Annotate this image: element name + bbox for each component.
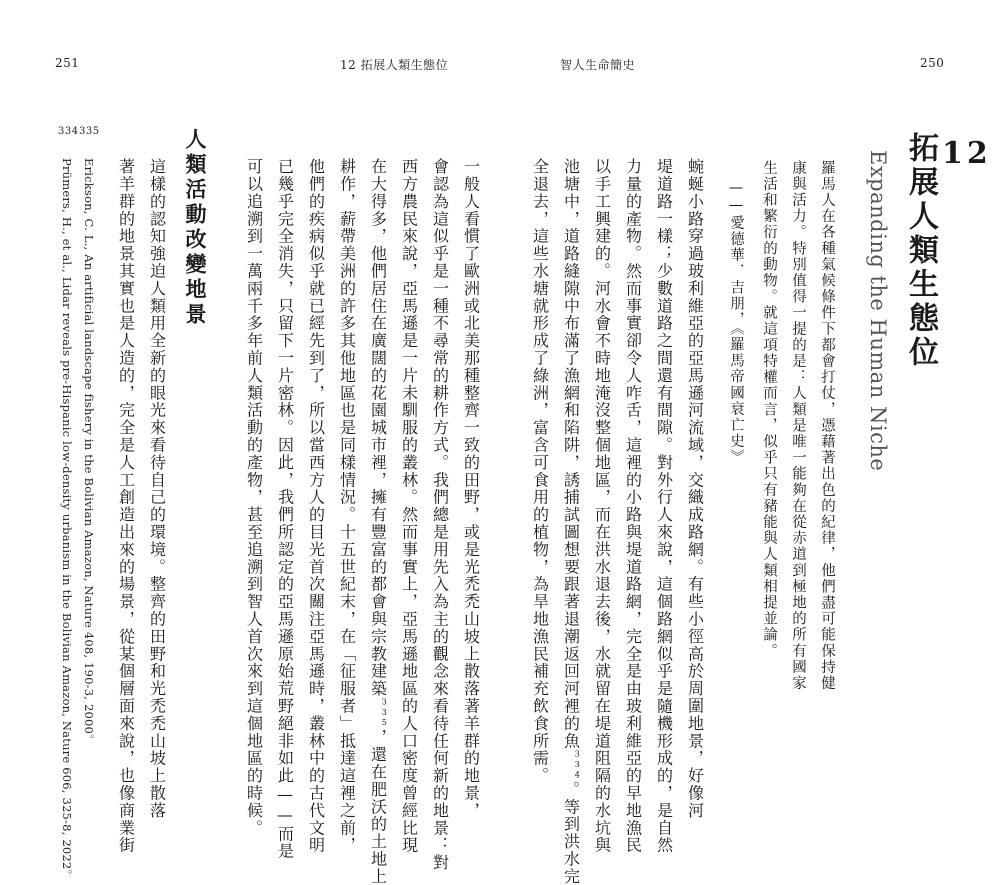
footnote-text: Prümers, H., et al., Lidar reveals pre-Hispanic low-density urbanism in the Bolivian Amazon, Nature 606, 325-8, 2022。 bbox=[60, 158, 74, 882]
footnote-ref[interactable]: 335 bbox=[379, 697, 389, 729]
body-line bbox=[555, 158, 592, 885]
body-line: 耕作，薪帶美洲的許多其他地區也是同樣情況。十五世紀末，在「征服者」抵達這裡之前， bbox=[337, 158, 357, 854]
body-line bbox=[362, 158, 399, 885]
body-line: 會認為這似乎是一種不尋常的耕作方式。我們總是用先入為主的觀念來看待任何新的地景：對 bbox=[430, 158, 450, 872]
epigraph-line: 生活和繁衍的動物。就這項特權而言，似乎只有豬能與人類相提並論。 bbox=[761, 160, 777, 660]
body-line-text: 在大得多，他們居住在廣闊的花園城市裡，擁有豐富的都會與宗教建築 bbox=[368, 158, 388, 698]
body-line-tail: ，還在肥沃的土地上 bbox=[368, 728, 388, 885]
body-line: 力量的產物。然而事實卻令人咋舌，這裡的小路與堤道路網，完全是由玻利維亞的早地漁民 bbox=[623, 158, 643, 854]
body-line: 可以追溯到一萬兩千多年前人類活動的產物，甚至追溯到智人首次來到這個地區的時候。 bbox=[244, 158, 264, 837]
body-line: 他們的疾病似乎就已經先到了，所以當西方人的目光首次關注亞馬遜時，叢林中的古代文明 bbox=[306, 158, 326, 854]
chapter-title bbox=[898, 132, 992, 370]
body-line: 已幾乎完全消失，只留下一片密林。因此，我們所認定的亞馬遜原始荒野絕非如此——而是 bbox=[275, 158, 295, 860]
body-line: 堤道路一樣；少數道路之間還有間隙。對外行人來說，這個路網似乎是隨機形成的，是自然 bbox=[654, 158, 674, 854]
body-line: 這樣的認知強迫人類用全新的眼光來看待自己的環境。整齊的田野和光禿禿山坡上散落 bbox=[147, 158, 167, 820]
body-line: 一般人看慣了歐洲或北美那種整齊一致的田野，或是光禿禿山坡上散落著羊群的地景， bbox=[461, 158, 481, 820]
body-line-tail: 。等到洪水完 bbox=[561, 780, 581, 885]
book-running-header: 智人生命簡史 bbox=[560, 58, 636, 72]
body-line: 全退去，這些水塘就形成了綠洲，富含可食用的植物，為旱地漁民補充飲食所需。 bbox=[530, 158, 550, 785]
body-line: 西方農民來說，亞馬遜是一片未馴服的叢林。然而事實上，亞馬遜地區的人口密度曾經比現 bbox=[399, 158, 419, 854]
epigraph-line: 康與活力。特別值得一提的是：人類是唯一能夠在從赤道到極地的所有國家 bbox=[790, 160, 806, 692]
chapter-number: 12 bbox=[942, 136, 992, 171]
section-heading: 人類活動改變地景 bbox=[183, 128, 208, 328]
body-line-text: 池塘中，道路縫隙中布滿了漁網和陷阱，誘捕試圖想要跟著退潮返回河裡的魚 bbox=[561, 158, 581, 750]
body-line: 以手工興建的。河水會不時地淹沒整個地區，而在洪水退去後，水就留在堤道阻隔的水坑與 bbox=[592, 158, 612, 854]
footnote-number: 335 bbox=[79, 126, 100, 137]
footnote-number: 334 bbox=[58, 126, 79, 137]
right-page-number: 250 bbox=[920, 56, 945, 70]
chapter-title-english: Expanding the Human Niche bbox=[866, 150, 890, 472]
footnote-ref[interactable]: 334 bbox=[572, 749, 582, 781]
body-line: 著羊群的地景其實也是人造的，完全是人工創造出來的場景，從某個層面來說，也像商業街 bbox=[116, 158, 136, 854]
footnote-text: Erickson, C. L., An artificial landscape fishery in the Bolivian Amazon, Nature 408, 190-3, 2000。 bbox=[82, 158, 96, 746]
epigraph-line: 羅馬人在各種氣候條件下都會打仗，憑藉著出色的紀律，他們盡可能保持健 bbox=[819, 160, 835, 692]
chapter-title-zh: 拓展人類生態位 bbox=[903, 132, 938, 370]
chapter-running-header: 12 拓展人類生態位 bbox=[340, 58, 449, 72]
epigraph-attribution: ——愛德華．吉朋，《羅馬帝國衰亡史》 bbox=[728, 180, 744, 466]
left-page-number: 251 bbox=[55, 56, 80, 70]
body-line: 蜿蜒小路穿過玻利維亞的亞馬遜河流域，交織成路網。有些小徑高於周圍地景，好像河 bbox=[685, 158, 705, 820]
